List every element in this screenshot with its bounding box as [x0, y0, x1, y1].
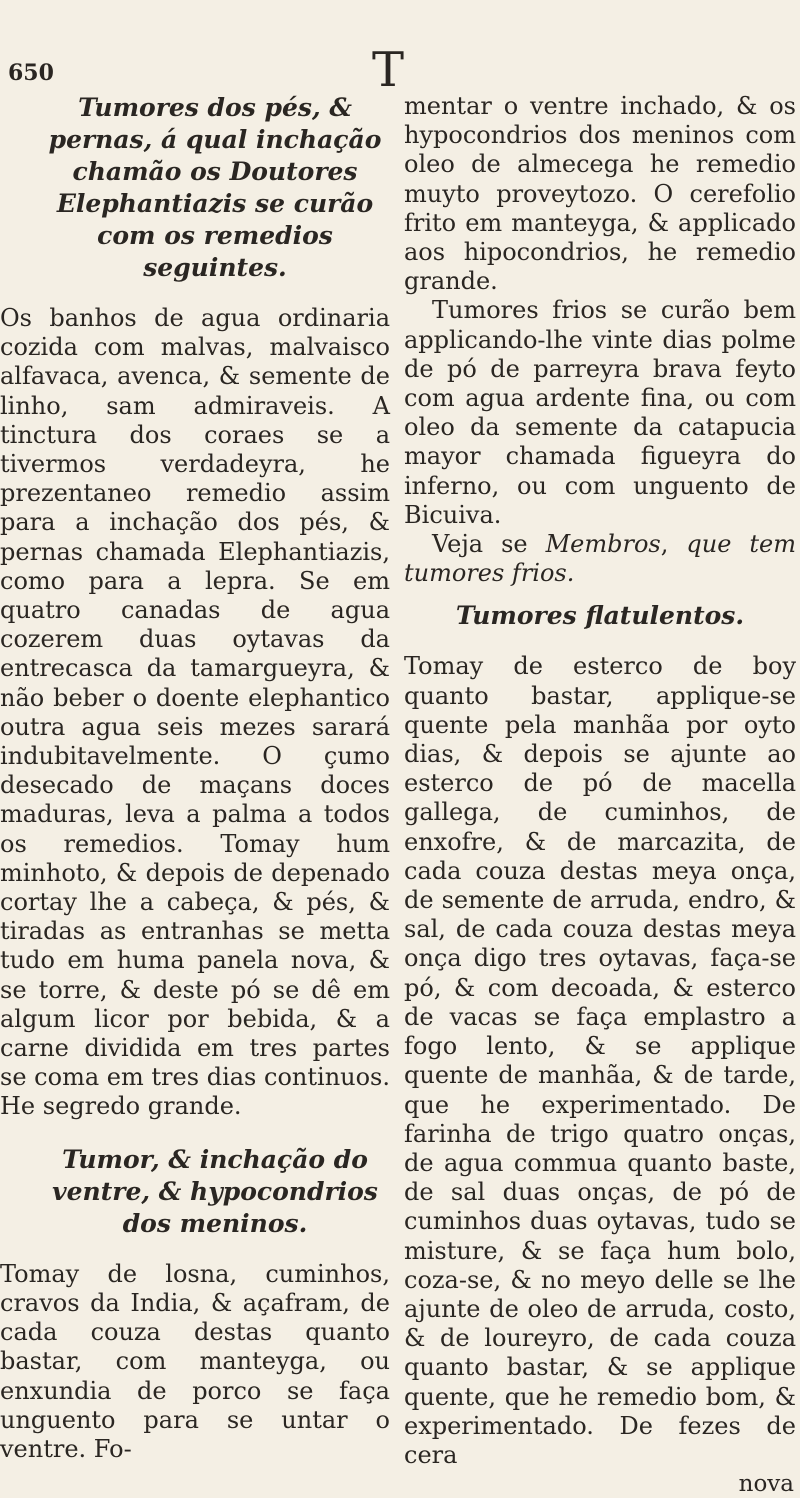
paragraph-flatulentos-remedies: Tomay de esterco de boy quanto bastar, applique-se quente pela manhãa por oyto dias, & depois se ajunte ao esterco de pó de macella gallega, de cuminhos, de enxofre, & de marcazita, de cada couza destas meya onça, de semente de arruda, endro, & sal, de cada couza destas meya onça digo tres oytavas, faça-se pó, & com decoada, & esterco de vacas se faça emplastro a fogo lento, & se applique quente de manhãa, & de tarde, que he experimentado. De farinha de trigo quatro onças, de agua commua quanto baste, de sal duas onças, de pó de cuminhos duas oytavas, tudo se misture, & se faça hum bolo, coza-se, & no meyo delle se lhe ajunte de oleo de arruda, costo, & de loureyro, de cada couza quanto bastar, & se applique quente, que he remedio bom, & experimentado. De fezes de cera: [404, 652, 796, 1469]
section-heading-flatulentos: Tumores flatulentos.: [455, 601, 745, 631]
paragraph-tumores-frios: Tumores frios se curão bem applicando-lhe vinte dias polme de pó de parreyra brava feyto com agua ardente fina, ou com oleo da semente da catapucia mayor chamada figueyra do inferno, ou com unguento de Bicuiva.: [404, 296, 796, 529]
paragraph-hypocondrios-continued: mentar o ventre inchado, & os hypocondrios dos meninos com oleo de almecega he remedio muyto proveytozo. O cerefolio frito em manteyga, & applicado aos hipocondrios, he remedio grande.: [404, 92, 796, 296]
cross-reference-prefix: Veja se: [432, 530, 528, 559]
right-column: [404, 92, 796, 1498]
cross-reference: [404, 530, 796, 588]
catchword: nova: [738, 1471, 794, 1498]
cross-reference-separator: ,: [660, 530, 669, 559]
cross-reference-suffix: que tem tumores frios.: [404, 530, 796, 588]
page-number: 650: [8, 60, 54, 86]
cross-reference-target: Membros: [545, 530, 661, 559]
left-column: [0, 92, 390, 1464]
section-heading-elephantiazis: Tumores dos pés, & pernas, á qual inchação chamão os Doutores Elephantiazis se curão com os remedios seguintes.: [48, 93, 382, 282]
paragraph-elephantiazis-remedies: Os banhos de agua ordinaria cozida com malvas, malvaisco alfavaca, avenca, & semente de linho, sam admiraveis. A tinctura dos coraes se a tivermos verdadeyra, he prezentaneo remedio assim para a inchação dos pés, & pernas chamada Elephantiazis, como para a lepra. Se em quatro canadas de agua cozerem duas oytavas da entrecasca da tamargueyra, & não beber o doente elephantico outra agua seis mezes sarará indubitavelmente. O çumo desecado de maçans doces maduras, leva a palma a todos os remedios. Tomay hum minhoto, & depois de depenado cortay lhe a cabeça, & pés, & tiradas as entranhas se metta tudo em huma panela nova, & se torre, & deste pó se dê em algum licor por bebida, & a carne dividida em tres partes se coma em tres dias continuos. He segredo grande.: [0, 304, 390, 1121]
running-head-letter: T: [372, 42, 405, 98]
section-heading-ventre-meninos: Tumor, & inchação do ventre, & hypocondrios dos meninos.: [52, 1144, 378, 1238]
paragraph-ventre-remedies: Tomay de losna, cuminhos, cravos da India, & açafram, de cada couza destas quanto bastar, com manteyga, ou enxundia de porco se faça unguento para se untar o ventre. Fo-: [0, 1259, 390, 1463]
